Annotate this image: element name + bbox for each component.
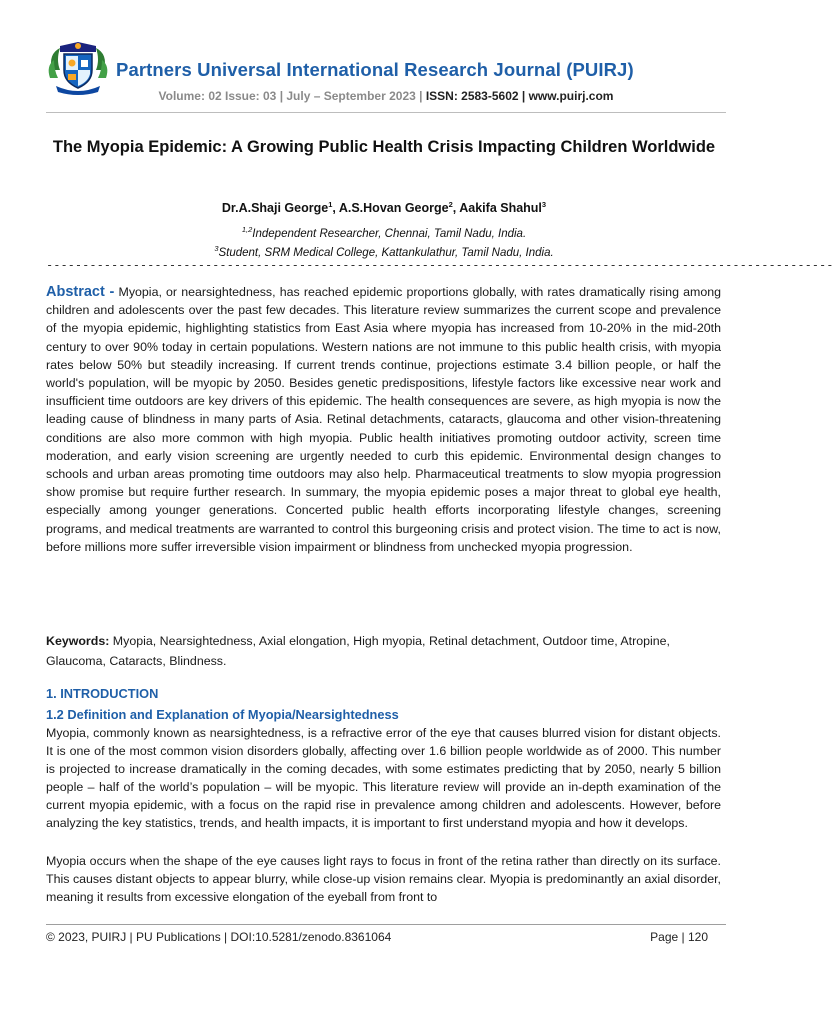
journal-website[interactable]: www.puirj.com <box>525 89 614 103</box>
dashed-separator: ------------------------------------------------------------------------------------------------------------- <box>46 258 833 272</box>
journal-header <box>46 40 726 112</box>
author-separator: , <box>452 201 460 216</box>
affiliation <box>46 244 722 259</box>
abstract-text: Myopia, or nearsightedness, has reached epidemic proportions globally, with rates dramatically rising among children and adolescents over the past few decades. This literature review summarizes the current scope and prevalence of the myopia epidemic, highlighting statistics from East Asia where myopia has increased from 10-20% in the mid-20th century to over 90% today in certain populations. Western nations are not immune to this public health crisis, with myopia rates below 50% but steadily increasing. If current trends continue, projections estimate 3.4 billion people, or half the world's population, will be myopic by 2050. Besides genetic predispositions, lifestyle factors like excessive near work and insufficient time outdoors are key drivers of this epidemic. The health consequences are severe, as high myopia is now the leading cause of blindness in many parts of Asia. Retinal detachments, cataracts, glaucoma and other vision-threatening conditions are also more common with high myopia. Public health initiatives promoting outdoor activity, screen time moderation, and early vision screening are urgently needed to curb this epidemic. Environmental design changes to schools and urban areas promoting time outdoors may also help. Pharmaceutical treatments to slow myopia progression show promise but require further research. In summary, the myopia epidemic poses a major threat to global eye health, especially among younger generations. Concerted public health efforts incorporating lifestyle changes, screening programs, and medical treatments are warranted to control this burgeoning crisis and protect vision. The time to act is now, before millions more suffer irreversible vision impairment or blindness from unchecked myopia progression. <box>46 285 721 554</box>
author-list <box>46 200 722 215</box>
author-separator: , <box>332 201 339 216</box>
abstract-label: Abstract - <box>46 284 115 300</box>
author-name: Dr.A.Shaji George <box>221 201 329 216</box>
author-affiliation-mark: 3 <box>541 200 547 209</box>
paper-title: The Myopia Epidemic: A Growing Public Health Crisis Impacting Children Worldwide <box>52 138 716 156</box>
author-name: Aakifa Shahul <box>459 201 542 216</box>
footer-citation: © 2023, PUIRJ | PU Publications | DOI:10.5281/zenodo.8361064 <box>46 930 392 944</box>
author-affiliation-mark: 1 <box>328 200 333 209</box>
affiliation-text: Independent Researcher, Chennai, Tamil Nadu, India. <box>252 227 527 240</box>
affiliation-mark: 3 <box>214 244 219 253</box>
section-heading: 1. INTRODUCTION <box>46 686 159 701</box>
journal-title: Partners Universal International Research Journal (PUIRJ) <box>116 59 634 80</box>
issue-info-line <box>46 89 726 103</box>
body-paragraph: Myopia occurs when the shape of the eye causes light rays to focus in front of the retina rather than directly on its surface. This causes distant objects to appear blurry, while close-up vision remains clear. Myopia is predominantly an axial disorder, meaning it results from excessive elongation of the eyeball from front to <box>46 854 721 904</box>
page-number: Page | 120 <box>650 930 708 944</box>
issue-info: Volume: 02 Issue: 03 | July – September 2023 | <box>158 89 423 103</box>
body-paragraph: Myopia, commonly known as nearsightedness, is a refractive error of the eye that causes blurred vision for distant objects. It is one of the most common vision disorders globally, affecting over 1.6 billion people worldwide as of 2000. This number is projected to increase dramatically in the coming decades, with some estimates predicting that by 2050, nearly 5 billion people – half of the world’s population – will be myopic. This literature review will provide an in-depth examination of the current myopia epidemic, with a focus on the rapid rise in prevalence among children and adolescents. However, before analyzing the key statistics, trends, and health impacts, it is important to first understand myopia and how it develops. <box>46 726 721 830</box>
keywords-label: Keywords: <box>46 634 110 648</box>
affiliation <box>46 225 722 240</box>
author-affiliation-mark: 2 <box>448 200 453 209</box>
footer-divider <box>46 924 726 925</box>
subsection-heading: 1.2 Definition and Explanation of Myopia/Nearsightedness <box>46 707 399 722</box>
affiliation-mark: 1,2 <box>241 225 253 234</box>
keywords-text: Myopia, Nearsightedness, Axial elongation, High myopia, Retinal detachment, Outdoor time, Atropine, Glaucoma, Cataracts, Blindness. <box>46 634 670 668</box>
affiliation-text: Student, SRM Medical College, Kattankulathur, Tamil Nadu, India. <box>218 246 554 259</box>
issn: ISSN: 2583-5602 | <box>422 89 526 103</box>
header-divider <box>46 112 726 113</box>
puirj-crest-logo <box>46 40 110 96</box>
keywords <box>46 631 721 671</box>
abstract <box>46 283 721 556</box>
author-name: A.S.Hovan George <box>338 201 449 216</box>
